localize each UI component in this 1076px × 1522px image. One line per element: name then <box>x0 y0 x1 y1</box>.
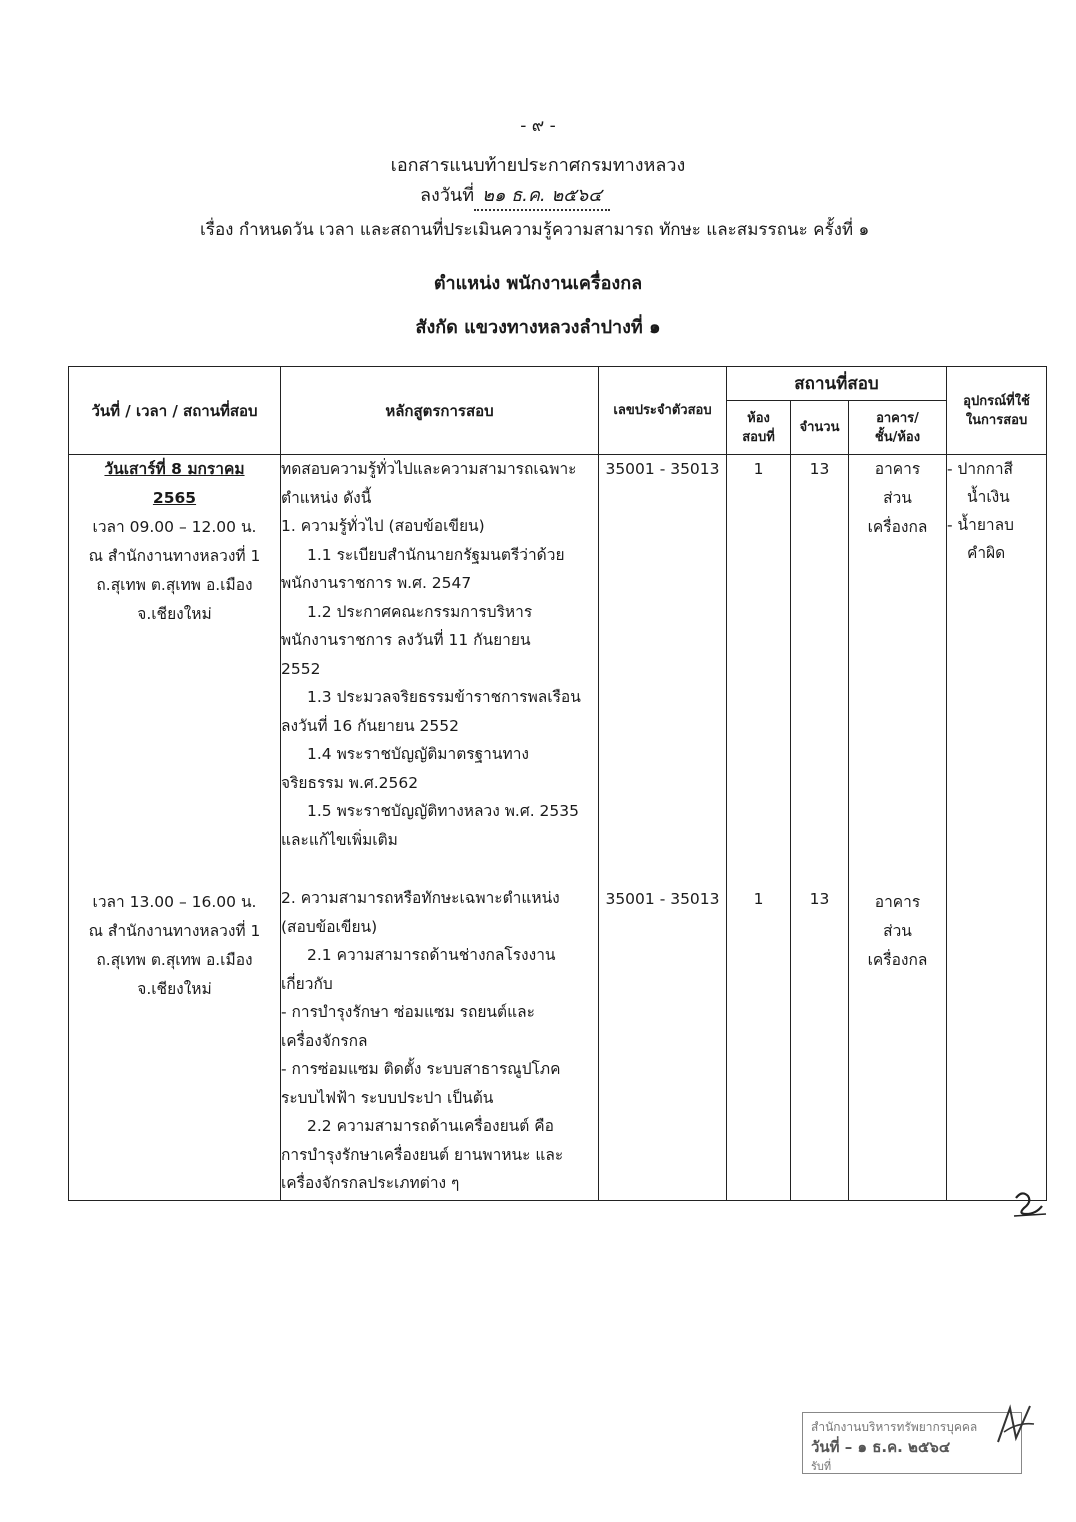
course-line: เครื่องจักรกล <box>281 1031 368 1050</box>
header-count: จำนวน <box>791 401 849 455</box>
course-line: 1. ความรู้ทั่วไป (สอบข้อเขียน) <box>281 517 485 535</box>
building-cell <box>849 455 947 1201</box>
course-line: ทดสอบความรู้ทั่วไปและความสามารถเฉพาะ <box>281 460 577 478</box>
session1-room: 1 <box>753 460 764 478</box>
receipt-stamp <box>802 1412 1022 1474</box>
course-line: - การซ่อมแซม ติดตั้ง ระบบสาธารณูปโภค <box>281 1060 561 1078</box>
exam-schedule-table <box>68 366 1047 1201</box>
course-line: 2.2 ความสามารถด้านเครื่องยนต์ คือ <box>307 1117 554 1135</box>
session2-address: ถ.สุเทพ ต.สุเทพ อ.เมือง <box>96 951 253 969</box>
date-value: ๒๑ ธ.ค. ๒๕๖๔ <box>474 180 610 211</box>
course-line: จริยธรรม พ.ศ.2562 <box>281 773 419 792</box>
exam-year: 2565 <box>152 489 197 507</box>
count-cell <box>791 455 849 1201</box>
stamp-office: สำนักงานบริหารทรัพยากรบุคคล <box>811 1420 978 1434</box>
course-line: 1.5 พระราชบัญญัติทางหลวง พ.ศ. 2535 <box>307 802 579 820</box>
session1-province: จ.เชียงใหม่ <box>137 605 212 623</box>
course-line: (สอบข้อเขียน) <box>281 917 378 936</box>
header-date: วันที่ / เวลา / สถานที่สอบ <box>69 367 281 455</box>
id-range-cell <box>599 455 727 1201</box>
session2-building: เครื่องกล <box>867 951 928 969</box>
table-row <box>69 455 1047 1201</box>
session1-building: ส่วน <box>883 489 912 507</box>
document-heading: เอกสารแนบท้ายประกาศกรมทางหลวง <box>390 155 686 176</box>
header-course: หลักสูตรการสอบ <box>281 367 599 455</box>
course-line: ระบบไฟฟ้า ระบบประปา เป็นต้น <box>281 1088 494 1107</box>
session2-building: ส่วน <box>883 922 912 940</box>
course-line: ตำแหน่ง ดังนี้ <box>281 488 372 507</box>
document-subject: เรื่อง กำหนดวัน เวลา และสถานที่ประเมินความรู้ความสามารถ ทักษะ และสมรรถนะ ครั้งที่ ๑ <box>200 220 870 240</box>
course-line: การบำรุงรักษาเครื่องยนต์ ยานพาหนะ และ <box>281 1145 564 1164</box>
header-building: อาคาร/ ชั้น/ห้อง <box>849 401 947 455</box>
course-line: - การบำรุงรักษา ซ่อมแซม รถยนต์และ <box>281 1003 535 1021</box>
session1-count: 13 <box>809 460 830 478</box>
room-cell <box>727 455 791 1201</box>
session1-building: อาคาร <box>874 460 921 478</box>
equipment-line: - น้ำยาลบ <box>947 516 1014 534</box>
course-line: ลงวันที่ 16 กันยายน 2552 <box>281 716 459 735</box>
course-cell <box>281 455 599 1201</box>
course-line: 2.1 ความสามารถด้านช่างกลโรงงาน <box>307 946 556 964</box>
session2-time: เวลา 13.00 – 16.00 น. <box>92 893 257 911</box>
session2-id-range: 35001 - 35013 <box>605 890 720 908</box>
equipment-cell <box>947 455 1047 1201</box>
exam-date: วันเสาร์ที่ 8 มกราคม <box>104 460 245 478</box>
header-id-range: เลขประจำตัวสอบ <box>599 367 727 455</box>
session1-place: ณ สำนักงานทางหลวงที่ 1 <box>88 547 261 565</box>
course-line: 2. ความสามารถหรือทักษะเฉพาะตำแหน่ง <box>281 889 560 907</box>
stamp-signature-icon <box>990 1402 1040 1450</box>
session1-building: เครื่องกล <box>867 518 928 536</box>
header-venue: สถานที่สอบ <box>727 367 947 401</box>
session2-room: 1 <box>753 890 764 908</box>
session1-time: เวลา 09.00 – 12.00 น. <box>92 518 257 536</box>
document-date <box>420 180 610 211</box>
session2-place: ณ สำนักงานทางหลวงที่ 1 <box>88 922 261 940</box>
equipment-line: คำผิด <box>967 544 1006 562</box>
session2-count: 13 <box>809 890 830 908</box>
course-line: เกี่ยวกับ <box>281 974 333 993</box>
session1-address: ถ.สุเทพ ต.สุเทพ อ.เมือง <box>96 576 253 594</box>
course-line: เครื่องจักรกลประเภทต่าง ๆ <box>281 1174 460 1192</box>
course-line: และแก้ไขเพิ่มเติม <box>281 830 398 849</box>
date-prefix: ลงวันที่ <box>420 185 475 206</box>
position-title: ตำแหน่ง พนักงานเครื่องกล <box>433 273 643 294</box>
course-line: 1.4 พระราชบัญญัติมาตรฐานทาง <box>307 745 529 763</box>
course-line: 1.1 ระเบียบสำนักนายกรัฐมนตรีว่าด้วย <box>307 545 565 564</box>
session1-id-range: 35001 - 35013 <box>605 460 720 478</box>
equipment-line: น้ำเงิน <box>967 488 1010 506</box>
course-line: 2552 <box>281 659 321 678</box>
date-cell <box>69 455 281 1201</box>
header-equipment: อุปกรณ์ที่ใช้ ในการสอบ <box>947 367 1047 455</box>
course-line: 1.2 ประกาศคณะกรรมการบริหาร <box>307 602 533 621</box>
course-line: พนักงานราชการ ลงวันที่ 11 กันยายน <box>281 631 531 649</box>
course-line: พนักงานราชการ พ.ศ. 2547 <box>281 574 472 592</box>
header-room: ห้อง สอบที่ <box>727 401 791 455</box>
page-number: - ๙ - <box>520 116 556 136</box>
session2-province: จ.เชียงใหม่ <box>137 980 212 998</box>
affiliation-title: สังกัด แขวงทางหลวงลำปางที่ ๑ <box>415 317 661 338</box>
course-line: 1.3 ประมวลจริยธรรมข้าราชการพลเรือน <box>307 688 581 706</box>
session2-building: อาคาร <box>874 893 921 911</box>
stamp-date: วันที่ – ๑ ธ.ค. ๒๕๖๔ <box>811 1438 951 1456</box>
initials-signature-icon <box>1012 1188 1048 1218</box>
stamp-received: รับที่ <box>811 1460 832 1473</box>
equipment-line: - ปากกาสี <box>947 460 1014 478</box>
